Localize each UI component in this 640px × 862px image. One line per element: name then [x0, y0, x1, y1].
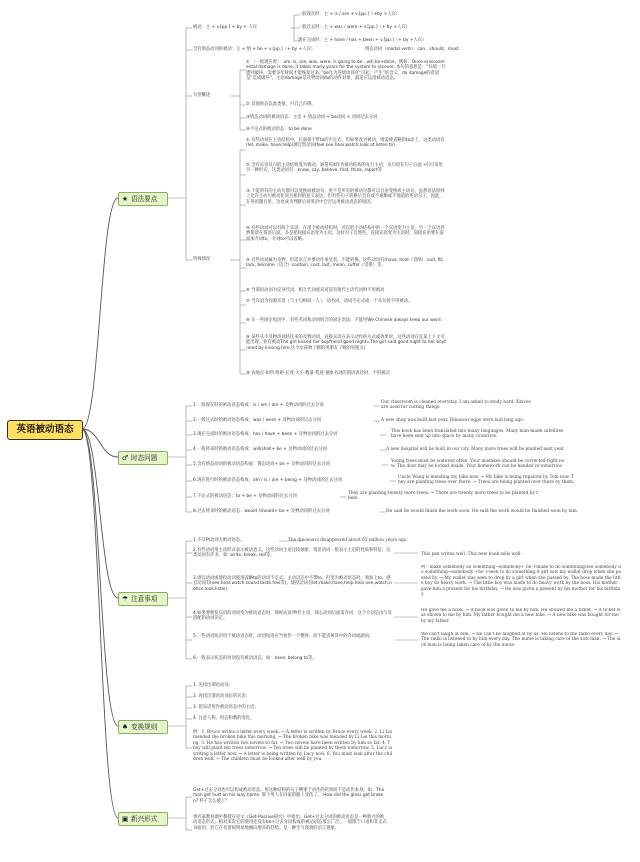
special-cases-label: 特殊情况: [193, 257, 211, 262]
tense-type-past: 一般过去时：主 + was / were + v.[pp.]（+ by +人宾）: [298, 25, 410, 30]
special-item-4: ④ 有些动词可以有两个宾语。在用于被动结构时，可以把主动结构中的一个宾语变为主语，另一个宾语仍然保留在谓语后面。多是把间接宾语变为主语。这样句子自然些。直接宾语变为主语时，间接宾语要在前面加介词to，介词to可以省略。: [246, 226, 445, 242]
note-6: 6.一般表示状态的动词没有被动语态。如：have, belong to等。: [193, 656, 317, 661]
tense-example-5: Young trees must be watered often. Your mistakes should be corrected right now. The door may be locked inside. Your homework can be handed in tomorrow.: [391, 459, 565, 470]
sentence-item-3: ③情态动词的被动语态：主语 + 情态动词 + be动词 + 动词过去分词: [246, 115, 378, 120]
note-example-2: This pen writes well. This new book sells well.: [421, 552, 522, 557]
category-tense[interactable]: [118, 451, 168, 465]
fire-icon: ♠: [121, 723, 129, 731]
note-example-1: The dinosaurs disappeared about 65 million years ago.: [288, 538, 408, 543]
category-rules-label: 变换规则: [131, 723, 158, 731]
special-item-6: ⑥ 当谓语动词为反身代词，相互代词或宾语前有指代主语代词时不用被动: [246, 288, 385, 293]
note-1: 1.不及物动词无被动语态。: [193, 538, 245, 543]
tense-rule-1: 1.一般现在时的被动语态构成：is / am / are + 及物动词的过去分词: [193, 403, 324, 408]
special-item-9: ⑨ 某些从不及物动词转化来的及物动词，直接宾语在表示动作的方式或效果时，这些动词在宜某上下文可能出现。业有被动The girl kissed her boyfriend good night=The girl said good night to her boyfriend by kissing him,这个女孩吻了她的男朋友了她的男朋友): [246, 335, 446, 351]
special-item-1: ① 有些动词在主动结构中，后面接不带to的不定式，但如果改为被动，则需使省略的to添上，这类动词有 (let, make, have,help)感官型动词(feel.see.hear.watch.look at.listen to): [246, 138, 445, 149]
tense-rule-3: 3.现在完成时的被动语态构成：has / have + been + 及物动词的过去分词: [193, 432, 338, 437]
rule-2: 2. 再找出谓语动词后的宾语；: [193, 694, 251, 699]
tense-example-4: A new hospital will be built in our city. Many more trees will be planted next year.: [386, 447, 565, 452]
note-example-4: He gave me a book. → A book was given to me by him. He showed me a ticket. → A ticket was shown to me by him. My father bought me a new bike. → A new bike was bought for me by my father.: [421, 608, 621, 624]
special-item-5: ⑤ 有些动词属为及物，但需语言并要动作承受者，不能转换。这些动词有(have, hold（容纳）,suit, fit, lack, become（适合）contain, cost, last, mean, suffer（受难）等。: [246, 258, 444, 269]
category-notes[interactable]: [118, 592, 168, 606]
note-4: 4.如果要被复宾语的动词变为被动语态时，须视宾语/物作主语，那么动词后面需介词，这个介词是由与其搭配的动词决定。: [193, 611, 392, 622]
new-form-2: 黄名家教育澳中教授在论文《Get-Passive研究》中指出：Get+过去分词的被动语态是一种新兴的被动语态形式；相对来说它的使用还没有be+过去分词构成的被动语态那么广泛，一般限于口语和非正式书面语；但它在有着很明显地倾向增多的趋势。是一种生气蓬勃的语言现象。: [193, 815, 387, 831]
new-form-1: Get+过去分词也可以构成被动语态。用这种结构的句子侧重于动作的结果而不是动作本身。如：The man got hurt on his way home. 那个男人在回家的路上受伤了。 How did the glass get broken? 杯子怎么破了？: [193, 788, 385, 804]
rules-example: 例：1. Bruce writes a letter every week. → A letter is written by Bruce every week. 2. Li Lei mended the broken bike this morning. → The broken bike was mended by Li Lei this morning. 3. He has written two novels so far. → Two novels have been written by him so far. 4. They will plant ten trees tomorrow. → Ten trees will be planted by them tomorrow. 5. Lucy is writing a letter now. → A letter is being written by Lucy now. 6. You must look after the children well. → The children must be looked after well by you.: [193, 730, 393, 763]
figure-icon: ♂: [121, 454, 129, 462]
rule-4: 4. 注意人称、时态和数的变化。: [193, 716, 255, 721]
root-connector: [82, 429, 118, 726]
sentence-item-1: ① 〔一般现在时〕：am, is, are, was, were, is going to be , will be+done，例如：Once environmental damage is done, it takes many years for the system to recover. 本句的意思是：“环境一旦遭到破坏，需要多年时间才能恢复过来。”be作为连缀动词有“引起，产生”的含义，do damage的意思是“造成破坏”，主语damage是及物动词do的动作对象，最适应运用被动语态。: [246, 60, 446, 82]
category-notes-label: 注意事项: [131, 595, 158, 603]
special-item-8: ⑧ 在一些固定短语中，有些名词和动词组合的固定语法，不能用We Chinese always keep our word.: [246, 318, 443, 323]
tense-rule-4: 4.一般将来时的被动语态构成：will/shall+ be + 及物动词的过去分词: [193, 447, 327, 452]
rule-1: 1. 先找出谓语动词；: [193, 683, 233, 688]
star-icon: ★: [121, 195, 129, 203]
book-icon: ▣: [121, 815, 129, 823]
category-new-forms-label: 新兴形式: [131, 815, 158, 823]
sentence-item-4: ④不定式的被动语态：to be done: [246, 127, 312, 132]
tense-type-present: 一般现在时：主 + is / are + v.[pp.]（+by +人宾）: [298, 12, 401, 17]
note-example-3: 例：make somebody do something→somebody+ be +made to do something/see somebody do something→somebody +be +seen to do something.A girl saw my wallet drop when she passed by. → My wallet was seen to drop by a girl when she passed by. The boss made the little boy do heavy work. → The little boy was made to do heavy work by the boss. His mother gave him a present for his birthday. → He was given a present by his mother for his birthday.: [421, 565, 621, 598]
category-grammar[interactable]: [118, 192, 168, 206]
tense-rule-5: 5.含有情态动词的被动语态构成：情态动词+ be + 及物动词的过去分词: [193, 462, 330, 467]
root-node-title[interactable]: 英语被动语态: [7, 420, 83, 440]
note-3: 3.感官动词或使役动词使用省略to的动词不定式。主动语态中不带to，但变为被动语态时，须加上to。感官动词有(see.hear.watch.sound.taste.feel等)。使役动词有let,make,have,help.hear,see,watch,notice,look,listen.: [193, 576, 392, 592]
grammar-modal-note: 情态动词（modal verb）：can、should、must: [365, 47, 459, 52]
special-item-7: ⑦ 当宾语为同源宾语（与主句相同一人），动名词，动词不定式或一个从句时不用被动。: [246, 299, 413, 304]
special-item-3: ③ 不能所有的主动句都可以变换成被动句。更不是所有的被动句都可以自由变换成主动句。虽然语法原则上允许主动句被动化而且相同的意义表达，但有些句子转换后会有或不通顺或不地道的英语句子，因此，在英语题目里，这也成为判断后说英语中会否运用被动语态的原因。: [246, 189, 445, 205]
category-new-forms[interactable]: [118, 812, 168, 826]
tense-example-6: Uncle Wang is mending my bike now. → My bike is being repaired by Tom now. They are planting trees over there. → Trees are being planted over there by them.: [398, 475, 575, 486]
sentence-overview-label: 句型概述: [193, 93, 211, 98]
tense-type-perfect: 现在完成时：主 + have / has + been + v.[pp.]（+ by +人宾）: [298, 38, 427, 43]
tense-example-2: A new shop was built last year. Dinosaur eggs were laid long ago.: [381, 418, 525, 423]
tense-example-7: They are planting twenty more trees. → There are twenty more trees to be planted by them.: [348, 491, 538, 502]
tense-example-1: Our classroom is cleaned everyday. I am asked to study hard. Knives are used for cutting things.: [381, 400, 531, 411]
category-grammar-label: 语法要点: [131, 195, 158, 203]
note-example-5: We can't laugh at him. → He can't be laughed at by us. He listens to the radio every day. → The radio is listened to by him every day. The nurse is taking care of the sick man. → The sick man is being taken care of by the nurse.: [421, 632, 621, 648]
grammar-modal: 含有情态动词的被动：主 + 情 + be + v.[pp.]（+ by +人宾）: [193, 47, 316, 52]
rule-3: 3. 把宾语用作被动语态中的主语；: [193, 705, 259, 710]
note-5: 5.一些动词短语用于被动语态时，动词短语应当看作一个整体，而不能丢掉其中的介词或副词。: [193, 634, 374, 639]
umbrella-icon: ☂: [121, 595, 129, 603]
root-connector: [82, 198, 118, 429]
tense-rule-7: 7.不定式的被动语态：to + be + 及物动词的过去分词: [193, 494, 297, 499]
root-connector: [82, 429, 118, 818]
tense-rule-6: 6.现在进行时的被动语态构成：am / is / are + being + 及物动词的过去分词: [193, 478, 342, 483]
tense-rule-2: 2.一般过去时的被动语态构成：was / were + 及物动词的过去分词: [193, 418, 321, 423]
tense-example-8: He said he would finish the work soon. He said the work would be finished soon by him.: [386, 509, 579, 514]
category-rules[interactable]: [118, 720, 168, 734]
special-item-2: ② 含有宾语从句的主动结构变为被动。通常用it作为被动结构的先行主语，从句放在句子后面 •引可采用另一种形式，这类动词有：know, say, believe, find, think, report等: [246, 163, 443, 174]
special-item-10: ⑩ 表地点·如所·组距·长度·大小·数量·程度·抽象名词的谓语表达时，不用被动: [246, 371, 390, 376]
grammar-formula: 被动：主 + v.[pp.] + by + 人宾: [193, 25, 257, 30]
tense-rule-8: 8.过去将来时的被动语态：would /should+ be + 及物动词的过去分词: [193, 509, 330, 514]
note-2: 2.有些动词用主动形式表示被动意义。这些动词主语比较抽象。谓语动词一般表示主语的性质和特征。这类动词有许多，如: write, break, sell等。: [193, 548, 391, 559]
tense-example-3: This book has been translated into many languages. Many man-made satellites have been sent up into space by many countries.: [391, 429, 564, 440]
category-tense-label: 时态问题: [131, 454, 158, 462]
sentence-item-2: ② 其他时态以此类推，可自己归纳。: [246, 102, 316, 107]
